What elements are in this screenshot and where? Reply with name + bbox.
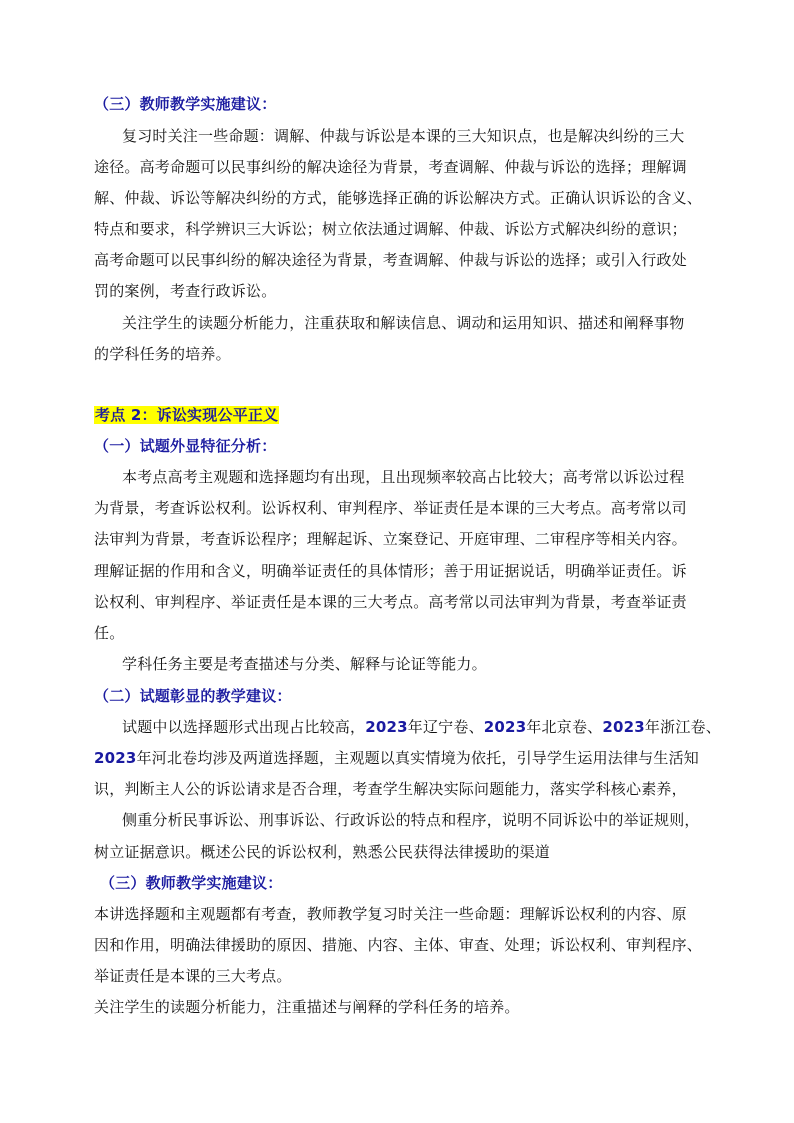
paragraph-line: 高考命题可以民事纠纷的解决途径为背景，考查调解、仲裁与诉讼的选择；或引入行政处 [94,251,687,269]
text-segment: 年辽宁卷、 [407,718,484,736]
paragraph-line: 的学科任务的培养。 [94,345,231,363]
paragraph-line: 解、仲裁、诉讼等解决纠纷的方式，能够选择正确的诉讼解决方式。正确认识诉讼的含义、 [94,189,703,207]
section-heading-teaching-suggestions: （三）教师教学实施建议： [94,95,277,113]
topic-title [94,405,279,425]
paragraph-line: 侧重分析民事诉讼、刑事诉讼、行政诉讼的特点和程序，说明不同诉讼中的举证规则， [122,811,700,829]
paragraph-line: 识，判断主人公的诉讼请求是否合理，考查学生解决实际问题能力，落实学科核心素养， [94,780,687,798]
text-segment: 年北京卷、 [526,718,603,736]
section-heading-teaching-suggestions-2: （三）教师教学实施建议： [100,874,283,892]
text-segment: 年河北卷均涉及两道选择题，主观题以真实情境为依托，引导学生运用法律与生活知 [136,749,699,767]
paragraph-line: 罚的案例，考查行政诉讼。 [94,282,277,300]
paragraph-line: 复习时关注一些命题：调解、仲裁与诉讼是本课的三大知识点，也是解决纠纷的三大 [122,127,685,145]
paragraph-line: 本讲选择题和主观题都有考查，教师教学复习时关注一些命题：理解诉讼权利的内容、原 [94,905,687,923]
text-segment: 试题中以选择题形式出现占比较高， [122,718,366,736]
paragraph-line: 途径。高考命题可以民事纠纷的解决途径为背景，考查调解、仲裁与诉讼的选择；理解调 [94,158,687,176]
paragraph-line: 为背景，考查诉讼权利。讼诉权利、审判程序、举证责任是本课的三大考点。高考常以司 [94,499,687,517]
text-segment: 年浙江卷、 [644,718,721,736]
paragraph-line [122,717,721,737]
paragraph-line: 学科任务主要是考查描述与分类、解释与论证等能力。 [122,655,487,673]
paragraph-line: 举证责任是本课的三大考点。 [94,967,292,985]
section-heading-feature-analysis: （一）试题外显特征分析： [94,437,277,455]
year-highlight: 2023 [94,749,137,767]
year-highlight: 2023 [602,718,645,736]
paragraph-line: 关注学生的读题分析能力，注重描述与阐释的学科任务的培养。 [94,998,520,1016]
year-highlight: 2023 [483,718,527,736]
paragraph-line: 因和作用，明确法律援助的原因、措施、内容、主体、审查、处理；诉讼权利、审判程序、 [94,936,703,954]
paragraph-line: 讼权利、审判程序、举证责任是本课的三大考点。高考常以司法审判为背景，考查举证责 [94,593,687,611]
paragraph-line: 本考点高考主观题和选择题均有出现，且出现频率较高占比较大；高考常以诉讼过程 [122,468,685,486]
paragraph-line: 任。 [94,624,125,642]
paragraph-line: 法审判为背景，考查诉讼程序；理解起诉、立案登记、开庭审理、二审程序等相关内容。 [94,530,687,548]
paragraph-line: 关注学生的读题分析能力，注重获取和解读信息、调动和运用知识、描述和阐释事物 [122,314,685,332]
paragraph-line [94,748,699,768]
paragraph-line: 树立证据意识。概述公民的诉讼权利，熟悉公民获得法律援助的渠道 [94,843,551,861]
topic-title-highlight: 考点 2：诉讼实现公平正义 [95,406,279,424]
section-heading-exam-suggestions: （二）试题彰显的教学建议： [94,687,292,705]
year-highlight: 2023 [365,718,408,736]
paragraph-line: 理解证据的作用和含义，明确举证责任的具体情形；善于用证据说话，明确举证责任。诉 [94,562,687,580]
paragraph-line: 特点和要求，科学辨识三大诉讼；树立依法通过调解、仲裁、诉讼方式解决纠纷的意识； [94,220,687,238]
